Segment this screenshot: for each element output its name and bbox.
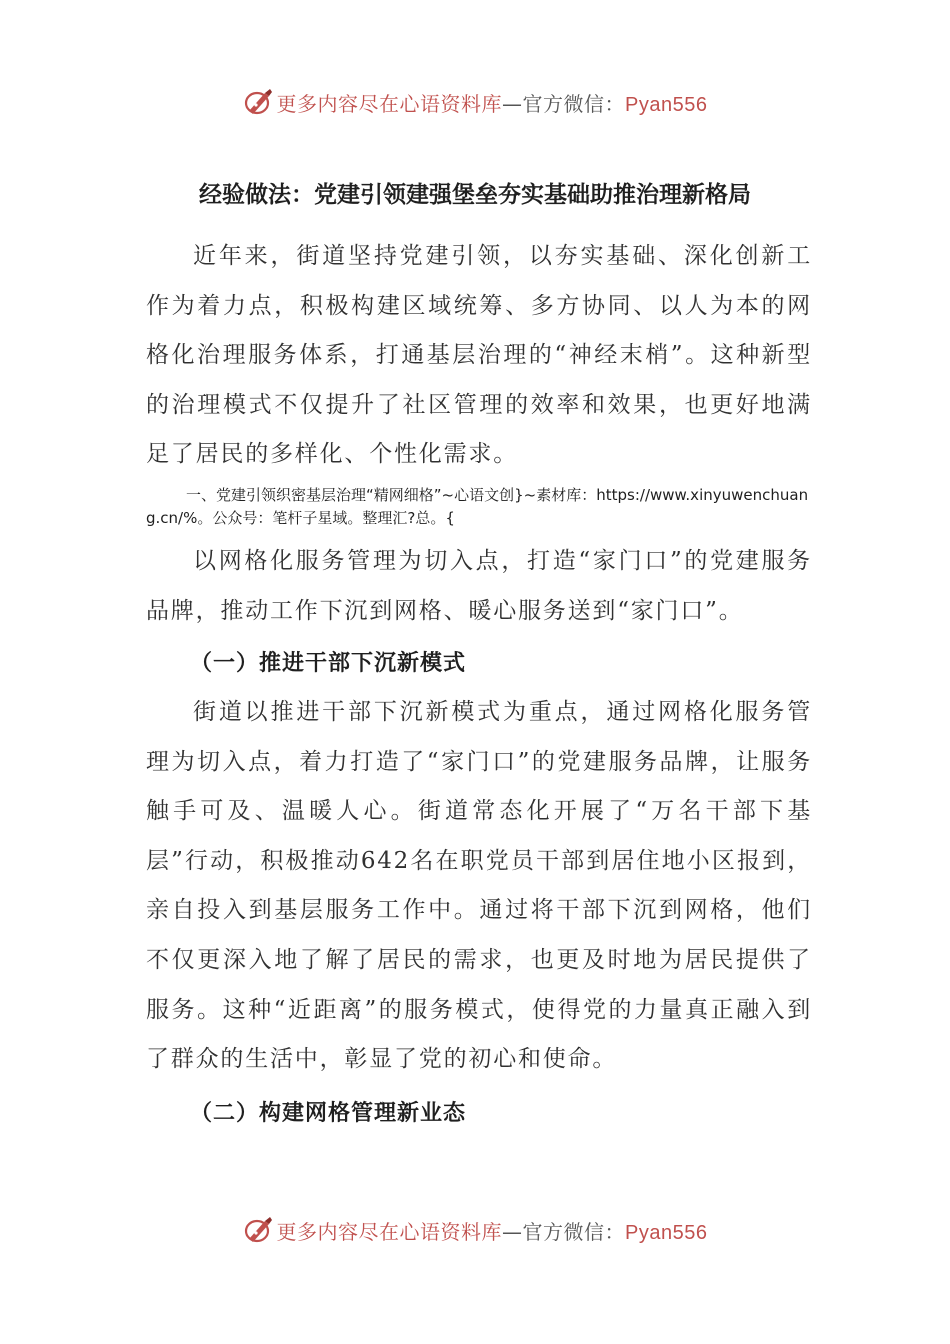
banner-text bbox=[277, 1216, 708, 1245]
subheading-one: （一）推进干部下沉新模式 bbox=[190, 651, 467, 676]
pen-nib-logo-icon bbox=[243, 1215, 273, 1245]
banner-wechat-id: Pyan556 bbox=[625, 93, 708, 116]
subheading-two: （二）构建网格管理新业态 bbox=[190, 1101, 467, 1126]
paragraph-subsection-one: 街道以推进干部下沉新模式为重点，通过网格化服务管理为切入点，着力打造了“家门口”的党建服务品牌，让服务触手可及、温暖人心。街道常态化开展了“万名干部下基层”行动，积极推动642名在职党员干部到居住地小区报到，亲自投入到基层服务工作中。通过将干部下沉到网格，他们不仅更深入地了解了居民的需求，也更及时地为居民提供了服务。这种“近距离”的服务模式，使得党的力量真正融入到了群众的生活中，彰显了党的初心和使命。 bbox=[146, 699, 812, 1073]
section-one-note: 一、党建引领织密基层治理“精网细格”~心语文创}~素材库：https://www.xinyuwenchuang.cn/%。公众号：笔杆子星域。整理汇?总。{ bbox=[146, 486, 809, 527]
paragraph-intro: 近年来，街道坚持党建引领，以夯实基础、深化创新工作为着力点，积极构建区域统筹、多方协同、以人为本的网格化治理服务体系，打通基层治理的“神经末梢”。这种新型的治理模式不仅提升了社区管理的效率和效果，也更好地满足了居民的多样化、个性化需求。 bbox=[146, 243, 812, 468]
banner-wechat-id: Pyan556 bbox=[625, 1221, 708, 1244]
document-title: 经验做法：党建引领建强堡垒夯实基础助推治理新格局 bbox=[199, 182, 751, 208]
pen-nib-logo-icon bbox=[243, 87, 273, 117]
banner-dash: — bbox=[502, 91, 523, 116]
banner-wechat-label: 官方微信： bbox=[522, 1219, 626, 1244]
banner-wechat-label: 官方微信： bbox=[522, 91, 626, 116]
banner-brand: 更多内容尽在心语资料库 bbox=[276, 1219, 503, 1244]
footer-watermark-banner bbox=[0, 1208, 950, 1252]
banner-dash: — bbox=[502, 1219, 523, 1244]
banner-brand: 更多内容尽在心语资料库 bbox=[276, 91, 503, 116]
banner-text bbox=[277, 88, 708, 117]
paragraph-section-one: 以网格化服务管理为切入点，打造“家门口”的党建服务品牌，推动工作下沉到网格、暖心服务送到“家门口”。 bbox=[146, 548, 812, 624]
header-watermark-banner bbox=[0, 80, 950, 124]
